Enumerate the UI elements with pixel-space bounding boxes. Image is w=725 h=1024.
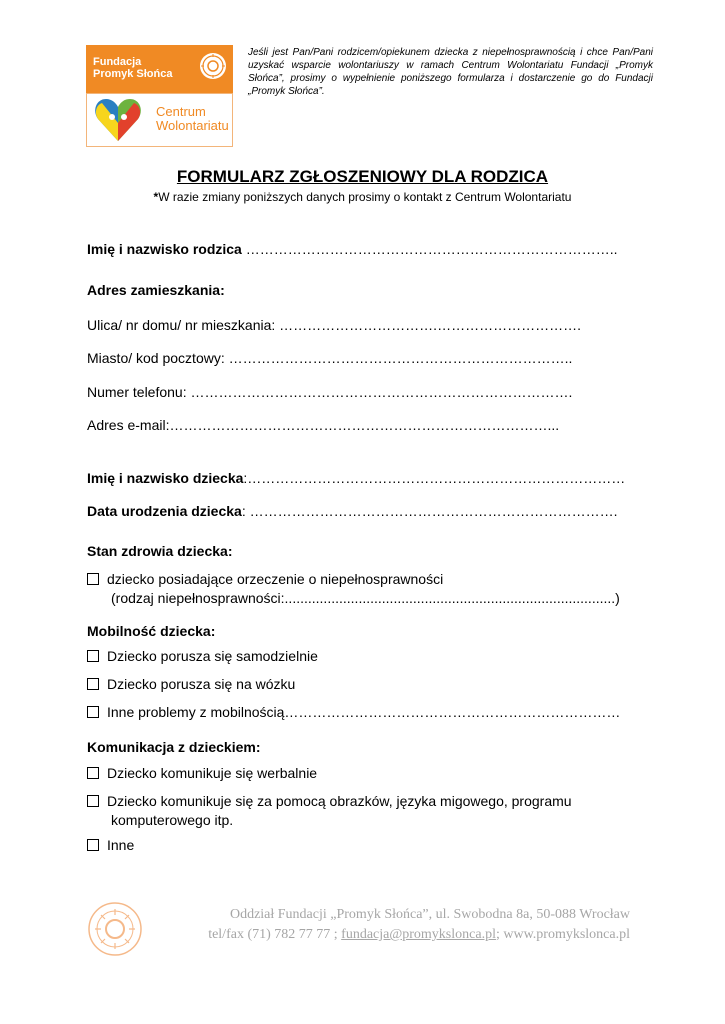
mobility-option[interactable]	[87, 676, 295, 693]
city-dots: ………………………………………………………………..	[224, 350, 573, 366]
sun-emblem-icon	[198, 51, 228, 81]
footer-email-link[interactable]: fundacja@promykslonca.pl	[341, 927, 496, 942]
address-heading-text: Adres zamieszkania:	[87, 282, 225, 298]
communication-option-label: Dziecko komunikuje się za pomocą obrazków, języka migowego, programu	[107, 793, 572, 809]
subtitle-star: *	[153, 190, 159, 204]
parent-name-field[interactable]	[87, 241, 618, 258]
health-heading	[87, 543, 232, 560]
foundation-logo	[86, 45, 233, 147]
communication-option[interactable]	[87, 793, 572, 810]
mobility-heading	[87, 623, 215, 640]
email-label: Adres e-mail:	[87, 417, 170, 433]
footer	[160, 905, 630, 945]
city-label: Miasto/ kod pocztowy:	[87, 350, 225, 366]
street-field[interactable]	[87, 317, 581, 334]
communication-heading-text: Komunikacja z dzieckiem:	[87, 739, 261, 755]
health-heading-text: Stan zdrowia dziecka:	[87, 543, 233, 559]
footer-phone: tel/fax (71) 782 77 77 ;	[208, 927, 342, 942]
communication-option-label: Inne	[107, 837, 135, 853]
health-option-label: dziecko posiadające orzeczenie o niepełnosprawności	[107, 571, 444, 587]
phone-field[interactable]	[87, 384, 572, 401]
phone-label: Numer telefonu:	[87, 384, 187, 400]
footer-website[interactable]: ; www.promykslonca.pl	[495, 927, 630, 942]
logo-name	[93, 56, 172, 80]
checkbox[interactable]	[87, 839, 99, 851]
health-option-sub[interactable]: (rodzaj niepełnosprawności:.....................................................................................)	[111, 590, 620, 606]
checkbox[interactable]	[87, 767, 99, 779]
logo-centrum-line2: Wolontariatu	[156, 118, 229, 133]
communication-option-label: Dziecko komunikuje się werbalnie	[107, 765, 318, 781]
intro-text: Jeśli jest Pan/Pani rodzicem/opiekunem dziecka z niepełnosprawnością i chce Pan/Pani uzyskać wsparcie wolontariuszy w ramach Centrum Wolontariatu Fundacji „Promyk Słońca”, prosimy o wypełnienie poniższego formularza i dostarczenie go do Fundacji „Promyk Słońca”.	[248, 47, 653, 97]
logo-name-line2: Promyk Słońca	[93, 68, 173, 80]
logo-centrum	[156, 105, 229, 133]
parent-name-dots: ……………………………………………………………………..	[241, 241, 618, 257]
communication-option[interactable]	[87, 837, 134, 854]
logo-centrum-line1: Centrum	[156, 104, 206, 119]
logo-name-line1: Fundacja	[93, 56, 142, 68]
street-dots: …………………………….………………………….	[275, 317, 581, 333]
parent-name-label: Imię i nazwisko rodzica	[87, 241, 242, 257]
checkbox[interactable]	[87, 706, 99, 718]
child-birth-label: Data urodzenia dziecka	[87, 503, 242, 519]
heart-icon	[92, 95, 144, 143]
phone-dots: ……………………………………………………………………….	[186, 384, 573, 400]
child-name-label: Imię i nazwisko dziecka	[87, 470, 244, 486]
subtitle-text: W razie zmiany poniższych danych prosimy o kontakt z Centrum Wolontariatu	[158, 190, 572, 204]
child-name-field[interactable]	[87, 470, 625, 487]
city-field[interactable]	[87, 350, 572, 367]
checkbox[interactable]	[87, 573, 99, 585]
checkbox[interactable]	[87, 678, 99, 690]
footer-contact	[160, 925, 630, 945]
form-subtitle	[0, 190, 725, 204]
mobility-option[interactable]	[87, 704, 620, 721]
email-dots: ………………………………………………………………………...	[169, 417, 560, 433]
mobility-option-label: Inne problemy z mobilnością………………………………………………………………	[107, 704, 621, 720]
mobility-option-label: Dziecko porusza się samodzielnie	[107, 648, 318, 664]
checkbox[interactable]	[87, 650, 99, 662]
footer-address: Oddział Fundacji „Promyk Słońca”, ul. Swobodna 8a, 50-088 Wrocław	[229, 907, 630, 922]
child-name-dots: :………………………………………………………………………	[243, 470, 626, 486]
communication-heading	[87, 739, 261, 756]
form-title: FORMULARZ ZGŁOSZENIOWY DLA RODZICA	[176, 167, 549, 186]
email-field[interactable]	[87, 417, 559, 434]
communication-option[interactable]	[87, 765, 317, 782]
communication-option-cont: komputerowego itp.	[111, 812, 234, 828]
address-heading	[87, 282, 225, 299]
footer-sun-logo-icon	[87, 901, 143, 957]
mobility-option-label: Dziecko porusza się na wózku	[107, 676, 296, 692]
mobility-option[interactable]	[87, 648, 318, 665]
child-birth-field[interactable]	[87, 503, 618, 520]
child-birth-dots: : …………………………………………………………………….	[241, 503, 618, 519]
checkbox[interactable]	[87, 795, 99, 807]
health-option[interactable]	[87, 571, 443, 588]
mobility-heading-text: Mobilność dziecka:	[87, 623, 216, 639]
street-label: Ulica/ nr domu/ nr mieszkania:	[87, 317, 276, 333]
